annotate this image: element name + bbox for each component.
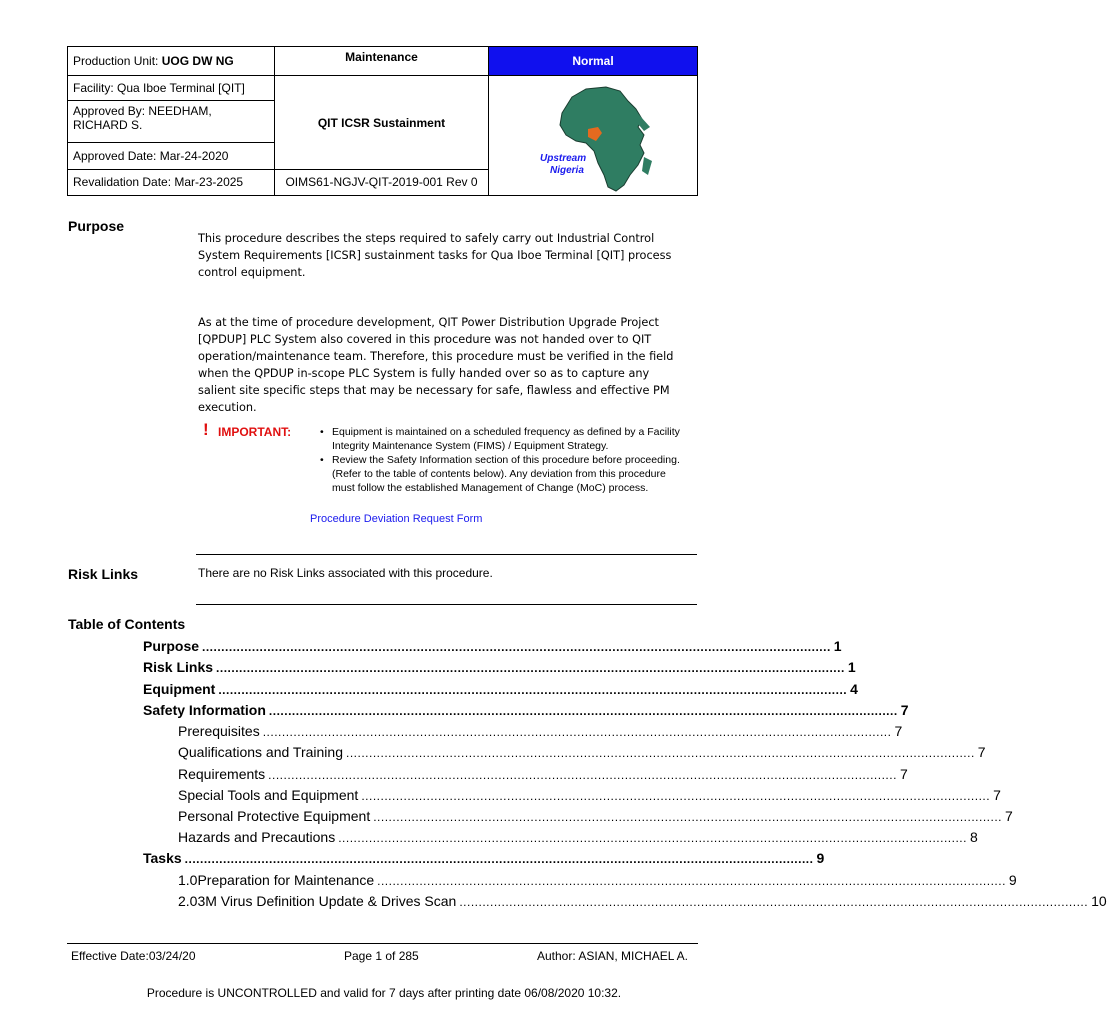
document-number: OIMS61-NGJV-QIT-2019-001 Rev 0 xyxy=(275,170,489,196)
toc-entry-preparation[interactable]: 1.0 Preparation for Maintenance .................................................................................................................................................................... 9 xyxy=(178,872,1017,888)
toc-entry-special-tools[interactable]: Special Tools and Equipment .................................................................................................................................................................... 7 xyxy=(178,787,1001,803)
toc-entry-label: Special Tools and Equipment xyxy=(178,787,359,803)
toc-entry-label: Equipment xyxy=(143,681,216,697)
logo-text-upstream: Upstream xyxy=(540,153,587,164)
important-icon: ! xyxy=(203,420,209,439)
production-unit-label: Production Unit: xyxy=(73,54,159,68)
toc-entry-page: 7 xyxy=(993,787,1001,803)
footer-divider xyxy=(67,943,698,944)
document-title: QIT ICSR Sustainment xyxy=(275,76,489,170)
toc-entry-risk-links[interactable]: Risk Links .................................................................................................................................................................... 1 xyxy=(143,659,856,675)
logo-text-nigeria: Nigeria xyxy=(550,165,584,176)
purpose-heading: Purpose xyxy=(68,218,125,234)
approved-date-cell: Approved Date: Mar-24-2020 xyxy=(68,143,275,170)
production-unit-value: UOG DW NG xyxy=(161,54,234,68)
toc-entry-label: Purpose xyxy=(143,638,200,654)
purpose-paragraph-1: This procedure describes the steps required to safely carry out Industrial Control System Requirements [ICSR] sustainment tasks for Qua Iboe Terminal [QIT] process control equipment. xyxy=(198,232,672,279)
africa-map-icon xyxy=(494,79,700,197)
toc-entry-page: 7 xyxy=(900,702,909,718)
toc-entry-page: 10 xyxy=(1091,893,1107,909)
toc-entry-prerequisites[interactable]: Prerequisites .................................................................................................................................................................... 7 xyxy=(178,723,903,739)
toc-entry-page: 7 xyxy=(977,744,986,760)
toc-entry-label: Prerequisites xyxy=(178,723,260,739)
toc-entry-label: 3M Virus Definition Update & Drives Scan xyxy=(197,893,457,909)
toc-entry-label: Preparation for Maintenance xyxy=(197,872,375,888)
approved-by-cell: Approved By: NEEDHAM, RICHARD S. xyxy=(68,101,275,143)
toc-entry-equipment[interactable]: Equipment .................................................................................................................................................................... 4 xyxy=(143,681,858,697)
toc-entry-label: Requirements xyxy=(178,766,266,782)
toc-entry-label: Risk Links xyxy=(143,659,214,675)
toc-heading: Table of Contents xyxy=(68,616,186,632)
toc-entry-page: 7 xyxy=(1005,808,1013,824)
author: Author: ASIAN, MICHAEL A. xyxy=(537,949,688,963)
toc-entry-label: Hazards and Precautions xyxy=(178,829,336,845)
toc-entry-tasks[interactable]: Tasks .................................................................................................................................................................... 9 xyxy=(143,850,825,866)
toc-entry-hazards[interactable]: Hazards and Precautions .................................................................................................................................................................... 8 xyxy=(178,829,978,845)
toc-entry-page: 7 xyxy=(899,766,908,782)
toc-entry-page: 8 xyxy=(969,829,978,845)
toc-entry-ppe[interactable]: Personal Protective Equipment .................................................................................................................................................................... 7 xyxy=(178,808,1013,824)
toc-entry-label: Tasks xyxy=(143,850,182,866)
divider xyxy=(196,604,697,605)
important-notes xyxy=(318,425,680,495)
risk-links-text: There are no Risk Links associated with this procedure. xyxy=(198,566,493,580)
toc-entry-page: 1 xyxy=(847,659,856,675)
uncontrolled-note: Procedure is UNCONTROLLED and valid for 7 days after printing date 06/08/2020 10:32. xyxy=(146,986,622,1000)
toc-entry-page: 9 xyxy=(1008,872,1017,888)
important-label: IMPORTANT: xyxy=(218,425,292,439)
revalidation-date-cell: Revalidation Date: Mar-23-2025 xyxy=(68,170,275,196)
madagascar-shape xyxy=(642,157,652,175)
toc-entry-page: 7 xyxy=(894,723,903,739)
toc-entry-safety-information[interactable]: Safety Information .................................................................................................................................................................... 7 xyxy=(143,702,909,718)
toc-entry-requirements[interactable]: Requirements .................................................................................................................................................................... 7 xyxy=(178,766,908,782)
toc-entry-label: Qualifications and Training xyxy=(178,744,343,760)
toc-entry-number: 2.0 xyxy=(178,893,198,909)
toc-entry-virus-scan[interactable]: 2.0 3M Virus Definition Update & Drives Scan .................................................................................................................................................................... 10 xyxy=(178,893,1107,909)
toc-entry-label: Safety Information xyxy=(143,702,266,718)
toc-entry-page: 4 xyxy=(850,681,858,697)
toc-entry-label: Personal Protective Equipment xyxy=(178,808,371,824)
toc-entry-qualifications[interactable]: Qualifications and Training .................................................................................................................................................................... 7 xyxy=(178,744,986,760)
important-note-item: • Equipment is maintained on a scheduled frequency as defined by a Facility Integrity Maintenance System (FIMS) / Equipment Strategy. xyxy=(332,425,680,453)
document-header-table xyxy=(67,46,698,196)
important-note-item: • Review the Safety Information section of this procedure before proceeding. (Refer to the table of contents below). Any deviation from this procedure must follow the established Management of Change (MoC) process. xyxy=(332,453,680,495)
risk-links-heading: Risk Links xyxy=(68,566,139,582)
status-badge: Normal xyxy=(489,47,697,76)
toc-entry-number: 1.0 xyxy=(178,872,198,888)
toc-entry-page: 9 xyxy=(816,850,825,866)
divider xyxy=(196,554,697,555)
purpose-paragraph-2: As at the time of procedure development, QIT Power Distribution Upgrade Project [QPDUP] PLC System also covered in this procedure was not handed over to QIT operation/maintenance team. Therefore, this procedure must be verified in the field when the QPDUP in-scope PLC System is fully handed over so as to capture any salient site specific steps that may be necessary for safe, flawless and effective PM execution. xyxy=(198,316,674,414)
effective-date: Effective Date:03/24/20 xyxy=(71,949,196,963)
toc-entry-page: 1 xyxy=(833,638,842,654)
page-number: Page 1 of 285 xyxy=(344,949,419,963)
production-unit-cell xyxy=(68,47,275,76)
facility-cell: Facility: Qua Iboe Terminal [QIT] xyxy=(68,76,275,101)
upstream-nigeria-logo xyxy=(489,76,697,196)
toc-entry-purpose[interactable]: Purpose .................................................................................................................................................................... 1 xyxy=(143,638,842,654)
deviation-request-link[interactable]: Procedure Deviation Request Form xyxy=(310,513,483,525)
department-cell: Maintenance xyxy=(275,47,489,76)
